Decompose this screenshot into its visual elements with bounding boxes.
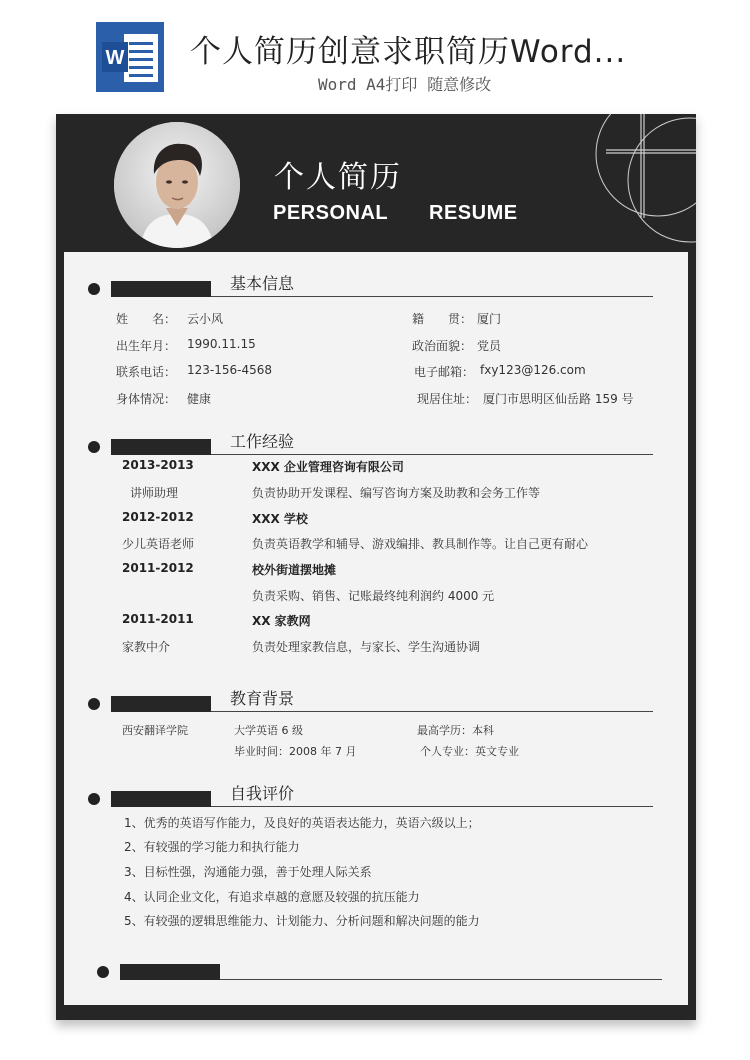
section-bar	[111, 281, 211, 297]
edu-cet: 大学英语 6 级	[234, 724, 303, 737]
section-bullet	[88, 283, 100, 295]
work-period: 2013-2013	[122, 458, 194, 472]
section-bullet	[88, 698, 100, 710]
phone-label: 联系电话：	[116, 365, 177, 379]
phone-value: 123-156-4568	[187, 363, 273, 377]
profile-photo	[114, 122, 240, 248]
work-role: 少儿英语老师	[122, 537, 195, 551]
resume-page	[56, 114, 696, 1020]
work-desc: 负责采购、销售、记账最终纯利润约 4000 元	[252, 589, 495, 603]
self-eval-item: 5、有较强的逻辑思维能力、计划能力、分析问题和解决问题的能力	[124, 914, 480, 928]
decorative-circles	[586, 114, 696, 244]
section-divider	[211, 711, 653, 712]
origin-label: 籍 贯：	[412, 312, 473, 326]
section-bar	[120, 964, 220, 980]
work-role: 家教中介	[122, 640, 171, 654]
section-title: 教育背景	[230, 689, 295, 708]
section-divider	[211, 296, 653, 297]
document-subtitle	[318, 72, 491, 95]
section-bar	[111, 439, 211, 455]
address-value: 厦门市思明区仙岳路 159 号	[483, 392, 634, 406]
birth-label: 出生年月：	[116, 339, 177, 353]
section-bullet	[88, 793, 100, 805]
work-desc: 负责英语教学和辅导、游戏编排、教具制作等。让自己更有耐心	[252, 537, 589, 551]
edu-degree: 最高学历：本科	[417, 724, 494, 737]
work-company: XXX 企业管理咨询有限公司	[252, 460, 404, 474]
work-period: 2011-2012	[122, 561, 194, 575]
file-header	[0, 0, 750, 108]
resume-title-cn: 个人简历	[274, 160, 402, 195]
address-label: 现居住址：	[417, 392, 478, 406]
section-header-basic-info	[64, 273, 688, 297]
birth-value: 1990.11.15	[187, 337, 256, 351]
section-title: 基本信息	[230, 274, 295, 293]
work-desc: 负责处理家教信息，与家长、学生沟通协调	[252, 640, 481, 654]
section-bar	[111, 696, 211, 712]
edu-graduation: 毕业时间：2008 年 7 月	[234, 745, 357, 758]
word-doc-icon	[96, 22, 164, 92]
self-eval-item: 2、有较强的学习能力和执行能力	[124, 840, 300, 854]
name-value: 云小风	[187, 312, 224, 326]
document-title: 个人简历创意求职简历Word...	[190, 34, 627, 70]
edu-major: 个人专业：英文专业	[420, 745, 519, 758]
resume-title-en-personal: PERSONAL	[273, 202, 389, 224]
edu-school: 西安翻译学院	[122, 724, 188, 737]
section-divider	[211, 454, 653, 455]
health-label: 身体情况：	[116, 392, 177, 406]
work-company: XX 家教网	[252, 614, 311, 628]
politics-value: 党员	[477, 339, 502, 353]
self-eval-item: 3、目标性强，沟通能力强，善于处理人际关系	[124, 865, 372, 879]
work-desc: 负责协助开发课程、编写咨询方案及助教和会务工作等	[252, 486, 541, 500]
work-company: 校外街道摆地摊	[252, 563, 337, 577]
section-header-education	[64, 688, 688, 712]
health-value: 健康	[187, 392, 212, 406]
subtitle-editable: 随意修改	[427, 75, 492, 94]
politics-label: 政治面貌：	[412, 339, 473, 353]
svg-text:W: W	[105, 47, 125, 69]
email-value: fxy123@126.com	[480, 363, 586, 377]
origin-value: 厦门	[477, 312, 502, 326]
name-label: 姓 名：	[116, 312, 177, 326]
self-eval-item: 1、优秀的英语写作能力，及良好的英语表达能力，英语六级以上；	[124, 816, 480, 830]
section-divider	[211, 806, 653, 807]
subtitle-format: Word A4打印	[318, 75, 418, 94]
resume-title-en-resume: RESUME	[429, 202, 518, 224]
self-eval-item: 4、认同企业文化，有追求卓越的意愿及较强的抗压能力	[124, 890, 420, 904]
work-company: XXX 学校	[252, 512, 308, 526]
email-label: 电子邮箱：	[414, 365, 475, 379]
section-bullet	[97, 966, 109, 978]
work-role: 讲师助理	[130, 486, 179, 500]
section-header-self-eval	[64, 783, 688, 807]
footer-divider	[64, 956, 688, 980]
section-title: 自我评价	[230, 784, 295, 803]
work-period: 2012-2012	[122, 510, 194, 524]
section-bar	[111, 791, 211, 807]
resume-content	[64, 252, 688, 1005]
section-divider	[220, 979, 662, 980]
section-title: 工作经验	[230, 432, 295, 451]
work-period: 2011-2011	[122, 612, 194, 626]
section-header-work	[64, 431, 688, 455]
section-bullet	[88, 441, 100, 453]
